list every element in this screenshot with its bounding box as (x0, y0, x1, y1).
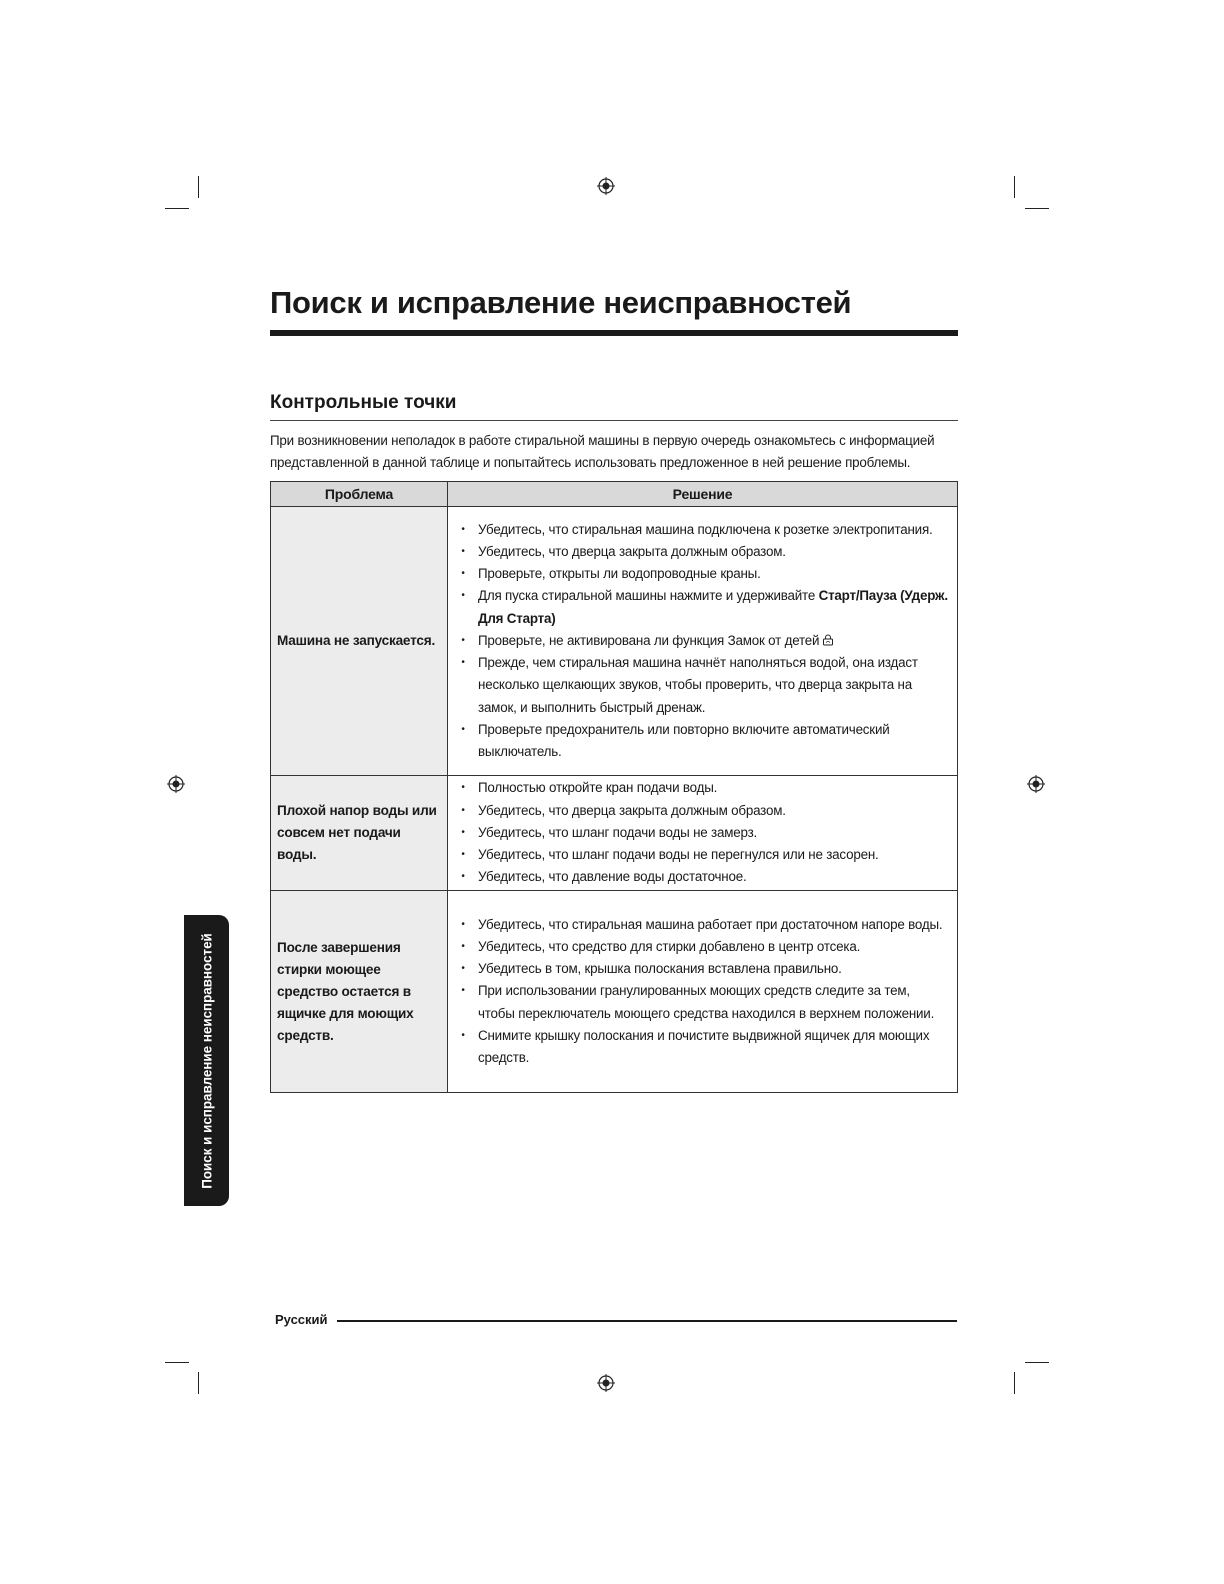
solution-item (456, 822, 949, 844)
solution-item (456, 800, 949, 822)
button-name-start-pause: Старт/Пауза (Удерж. Для Старта) (478, 588, 948, 626)
registration-mark-icon (167, 775, 185, 793)
solution-cell (448, 776, 958, 891)
bullet-icon: • (461, 804, 465, 816)
bullet-icon: • (461, 523, 465, 535)
bullet-icon: • (461, 546, 465, 558)
page-title: Поиск и исправление неисправностей (270, 284, 958, 336)
solution-item (456, 541, 949, 563)
solution-item (456, 958, 949, 980)
solution-item (456, 777, 949, 799)
bullet-icon: • (461, 723, 465, 735)
solution-item (456, 563, 949, 585)
chapter-side-tab (184, 915, 229, 1206)
intro-line: представленной в данной таблице и попытайтесь использовать предложенное в ней решение проблемы. (270, 455, 911, 470)
solution-text: Убедитесь, что дверца закрыта должным образом. (478, 802, 786, 818)
crop-mark (1025, 208, 1049, 209)
bullet-icon: • (461, 826, 465, 838)
bullet-icon: • (461, 985, 465, 997)
solution-list (456, 914, 949, 1069)
crop-mark (1025, 1362, 1049, 1363)
solution-text: Убедитесь, что шланг подачи воды не замерз. (478, 824, 758, 840)
solution-item (456, 936, 949, 958)
table-row (271, 891, 958, 1093)
side-tab-label: Поиск и исправление неисправностей (199, 932, 214, 1189)
solution-text: При использовании гранулированных моющих средств следите за тем, чтобы переключатель моющего средства находился в верхнем положении. (478, 983, 935, 1021)
problem-cell: После завершения стирки моющее средство остается в ящичке для моющих средств. (271, 891, 448, 1093)
bullet-icon: • (461, 590, 465, 602)
solution-item (456, 1025, 949, 1069)
solution-text: Убедитесь, что средство для стирки добавлено в центр отсека. (478, 938, 861, 954)
column-header-solution: Решение (448, 482, 958, 507)
solution-item (456, 519, 949, 541)
bullet-icon: • (461, 871, 465, 883)
solution-item (456, 844, 949, 866)
solution-list (456, 519, 949, 763)
solution-text: Убедитесь, что дверца закрыта должным образом. (478, 544, 786, 560)
table-row (271, 507, 958, 776)
bullet-icon: • (461, 1029, 465, 1041)
table-header-row (271, 482, 958, 507)
solution-text: Прежде, чем стиральная машина начнёт наполняться водой, она издаст несколько щелкающих звуков, чтобы проверить, что дверца закрыта на замок, и выполнить быстрый дренаж. (478, 655, 918, 715)
crop-mark (198, 1372, 199, 1394)
footer-rule (337, 1320, 957, 1322)
solution-text: Проверьте, не активирована ли функция Замок от детей (478, 632, 820, 648)
bullet-icon: • (461, 782, 465, 794)
solution-text: Проверьте предохранитель или повторно включите автоматический выключатель. (478, 721, 890, 759)
bullet-icon: • (461, 849, 465, 861)
solution-text: Проверьте, открыты ли водопроводные краны. (478, 566, 761, 582)
problem-cell: Машина не запускается. (271, 507, 448, 776)
registration-mark-icon (1027, 775, 1045, 793)
solution-cell (448, 507, 958, 776)
bullet-icon: • (461, 634, 465, 646)
crop-mark (165, 1362, 189, 1363)
registration-mark-icon (597, 177, 615, 195)
solution-text: Снимите крышку полоскания и почистите выдвижной ящичек для моющих средств. (478, 1027, 930, 1065)
column-header-problem: Проблема (271, 482, 448, 507)
solution-text: Убедитесь, что шланг подачи воды не перегнулся или не засорен. (478, 847, 879, 863)
solution-item (456, 719, 949, 763)
solution-text: Убедитесь, что давление воды достаточное. (478, 869, 747, 885)
section-title: Контрольные точки (270, 391, 958, 421)
crop-mark (1014, 1372, 1015, 1394)
solution-item (456, 866, 949, 888)
bullet-icon: • (461, 657, 465, 669)
solution-item (456, 585, 949, 629)
crop-mark (198, 176, 199, 198)
solution-item (456, 652, 949, 719)
solution-cell (448, 891, 958, 1093)
bullet-icon: • (461, 918, 465, 930)
solution-item (456, 630, 949, 652)
solution-text: Убедитесь, что стиральная машина работает при достаточном напоре воды. (478, 916, 943, 932)
table-row (271, 776, 958, 891)
intro-line: При возникновении неполадок в работе стиральной машины в первую очередь ознакомьтесь с информацией (270, 433, 935, 448)
crop-mark (165, 208, 189, 209)
footer-language: Русский (275, 1312, 328, 1327)
troubleshooting-table (270, 481, 958, 1093)
solution-item (456, 914, 949, 936)
child-lock-icon (822, 634, 834, 646)
crop-mark (1014, 176, 1015, 198)
problem-cell: Плохой напор воды или совсем нет подачи воды. (271, 776, 448, 891)
intro-paragraph (270, 430, 960, 474)
solution-text: Для пуска стиральной машины нажмите и удерживайте (478, 588, 819, 604)
solution-text: Убедитесь, что стиральная машина подключена к розетке электропитания. (478, 521, 933, 537)
bullet-icon: • (461, 568, 465, 580)
solution-text: Полностью откройте кран подачи воды. (478, 780, 718, 796)
bullet-icon: • (461, 963, 465, 975)
solution-text: Убедитесь в том, крышка полоскания вставлена правильно. (478, 961, 842, 977)
solution-list (456, 777, 949, 888)
solution-item (456, 980, 949, 1024)
bullet-icon: • (461, 940, 465, 952)
registration-mark-icon (597, 1374, 615, 1392)
